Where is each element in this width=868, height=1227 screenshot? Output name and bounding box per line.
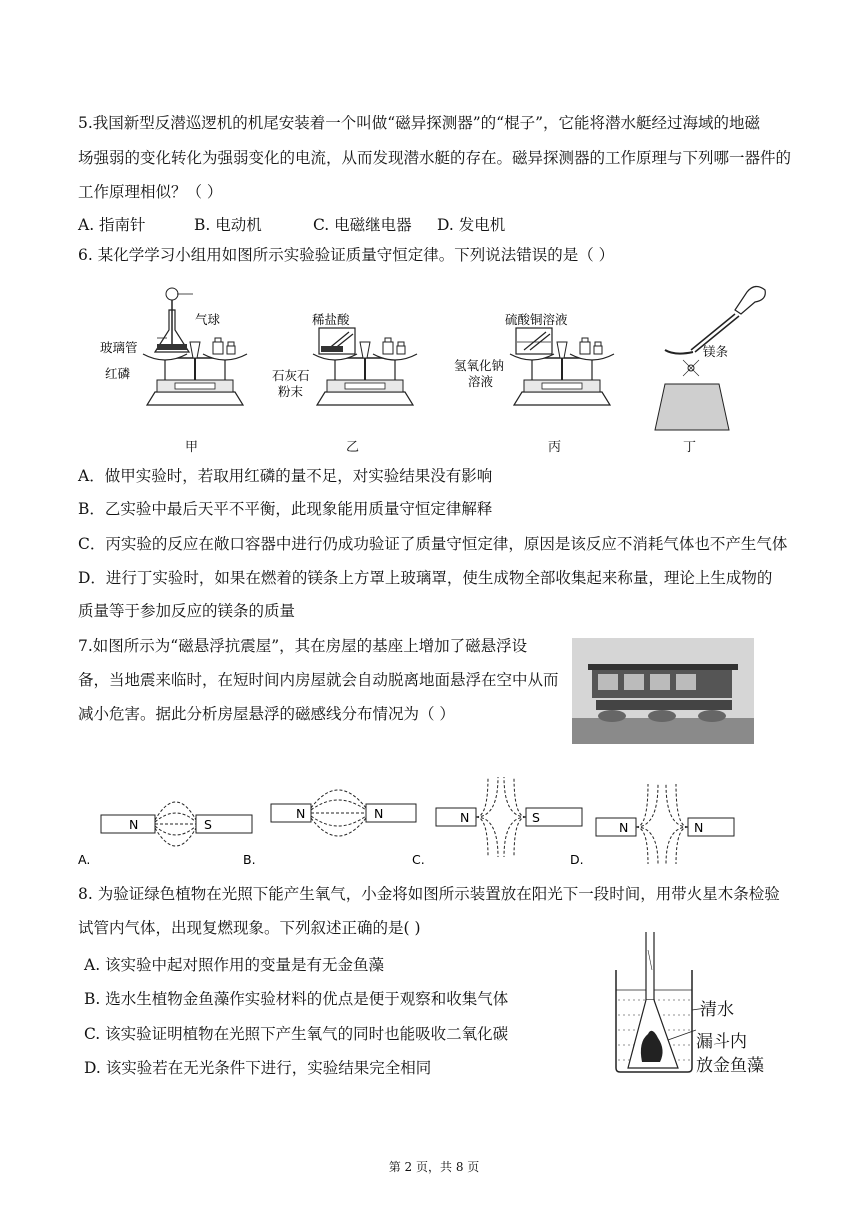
q5-line3: 工作原理相似？（ ） bbox=[78, 183, 223, 201]
apparatus-yi bbox=[313, 328, 417, 405]
diagram-a bbox=[78, 802, 252, 867]
label-mg-ribbon: 镁条 bbox=[703, 344, 729, 359]
diagram-a-left-pole: N bbox=[129, 817, 139, 832]
caption-yi: 乙 bbox=[346, 440, 360, 455]
diagram-d-right-pole: N bbox=[694, 820, 704, 835]
q5-line1: 5.我国新型反潜巡逻机的机尾安装着一个叫做“磁异探测器”的“棍子”，它能将潜水艇经过海域的地磁 bbox=[78, 114, 760, 132]
label-limestone: 石灰石 bbox=[272, 368, 310, 383]
caption-bing: 丙 bbox=[548, 440, 562, 455]
q8-option-a: A. 该实验中起对照作用的变量是有无金鱼藻 bbox=[84, 956, 385, 974]
q5-option-d: D. 发电机 bbox=[437, 216, 506, 234]
q6-stem: 6. 某化学学习小组用如图所示实验验证质量守恒定律。下列说法错误的是（ ） bbox=[78, 246, 615, 264]
label-clear-water: 清水 bbox=[700, 1000, 734, 1020]
q8-option-b: B. 选水生植物金鱼藻作实验材料的优点是便于观察和收集气体 bbox=[84, 990, 509, 1008]
diagram-b bbox=[243, 790, 416, 867]
diagram-d-left-pole: N bbox=[619, 820, 629, 835]
q5-option-a: A. 指南针 bbox=[78, 216, 146, 234]
q8-line2: 试管内气体，出现复燃现象。下列叙述正确的是( ) bbox=[78, 919, 421, 937]
q8-option-d: D. 该实验若在无光条件下进行，实验结果完全相同 bbox=[84, 1059, 432, 1077]
q6-option-c: C．丙实验的反应在敞口容器中进行仍成功验证了质量守恒定律，原因是该反应不消耗气体也不产生气体 bbox=[78, 535, 788, 553]
q5-option-c: C. 电磁继电器 bbox=[313, 216, 412, 234]
label-funnel-inside: 漏斗内 bbox=[696, 1032, 747, 1052]
maglev-house-photo bbox=[572, 638, 754, 744]
label-naoh-1: 氢氧化钠 bbox=[454, 358, 505, 373]
q7-line3: 减小危害。据此分析房屋悬浮的磁感线分布情况为（ ） bbox=[78, 705, 455, 723]
apparatus-bing bbox=[510, 328, 614, 405]
q8-option-c: C. 该实验证明植物在光照下产生氧气的同时也能吸收二氧化碳 bbox=[84, 1025, 509, 1043]
diagram-c bbox=[412, 777, 582, 867]
diagram-b-letter: B. bbox=[243, 852, 256, 867]
label-naoh-2: 溶液 bbox=[468, 374, 494, 389]
apparatus-jia bbox=[143, 288, 247, 405]
diagram-a-right-pole: S bbox=[204, 817, 212, 832]
caption-jia: 甲 bbox=[185, 440, 199, 455]
label-cuso4: 硫酸铜溶液 bbox=[505, 312, 568, 327]
q6-figure bbox=[90, 280, 790, 455]
q7-field-diagrams bbox=[76, 772, 736, 870]
q7-line1: 7.如图所示为“磁悬浮抗震屋”，其在房屋的基座上增加了磁悬浮设 bbox=[78, 637, 528, 655]
diagram-b-left-pole: N bbox=[296, 806, 306, 821]
q6-option-b: B．乙实验中最后天平不平衡，此现象能用质量守恒定律解释 bbox=[78, 500, 493, 518]
q6-option-d-cont: 质量等于参加反应的镁条的质量 bbox=[78, 602, 296, 620]
q5-line2: 场强弱的变化转化为强弱变化的电流，从而发现潜水艇的存在。磁异探测器的工作原理与下列哪一器件的 bbox=[78, 149, 792, 167]
label-dilute-hcl: 稀盐酸 bbox=[312, 312, 350, 327]
diagram-a-letter: A. bbox=[78, 852, 91, 867]
diagram-b-right-pole: N bbox=[374, 806, 384, 821]
page-footer: 第 2 页，共 8 页 bbox=[388, 1160, 480, 1174]
label-red-phosphorus: 红磷 bbox=[105, 366, 131, 381]
label-powder: 粉末 bbox=[278, 384, 304, 399]
diagram-d bbox=[570, 784, 734, 867]
label-balloon: 气球 bbox=[195, 312, 221, 327]
label-hornwort: 放金鱼藻 bbox=[696, 1056, 764, 1076]
q8-line1: 8. 为验证绿色植物在光照下能产生氧气，小金将如图所示装置放在阳光下一段时间，用带火星木条检验 bbox=[78, 885, 780, 903]
q5-options bbox=[78, 215, 505, 235]
q6-option-a: A．做甲实验时，若取用红磷的量不足，对实验结果没有影响 bbox=[78, 467, 493, 485]
label-glass-tube: 玻璃管 bbox=[100, 340, 138, 355]
diagram-c-letter: C. bbox=[412, 852, 425, 867]
diagram-c-left-pole: N bbox=[460, 810, 470, 825]
q6-option-d: D．进行丁实验时，如果在燃着的镁条上方罩上玻璃罩，使生成物全部收集起来称量，理论上生成物的 bbox=[78, 569, 773, 587]
q7-line2: 备，当地震来临时，在短时间内房屋就会自动脱离地面悬浮在空中从而 bbox=[78, 671, 559, 689]
diagram-d-letter: D. bbox=[570, 852, 584, 867]
caption-ding: 丁 bbox=[683, 440, 697, 455]
diagram-c-right-pole: S bbox=[532, 810, 540, 825]
q5-option-b: B. 电动机 bbox=[194, 216, 262, 234]
